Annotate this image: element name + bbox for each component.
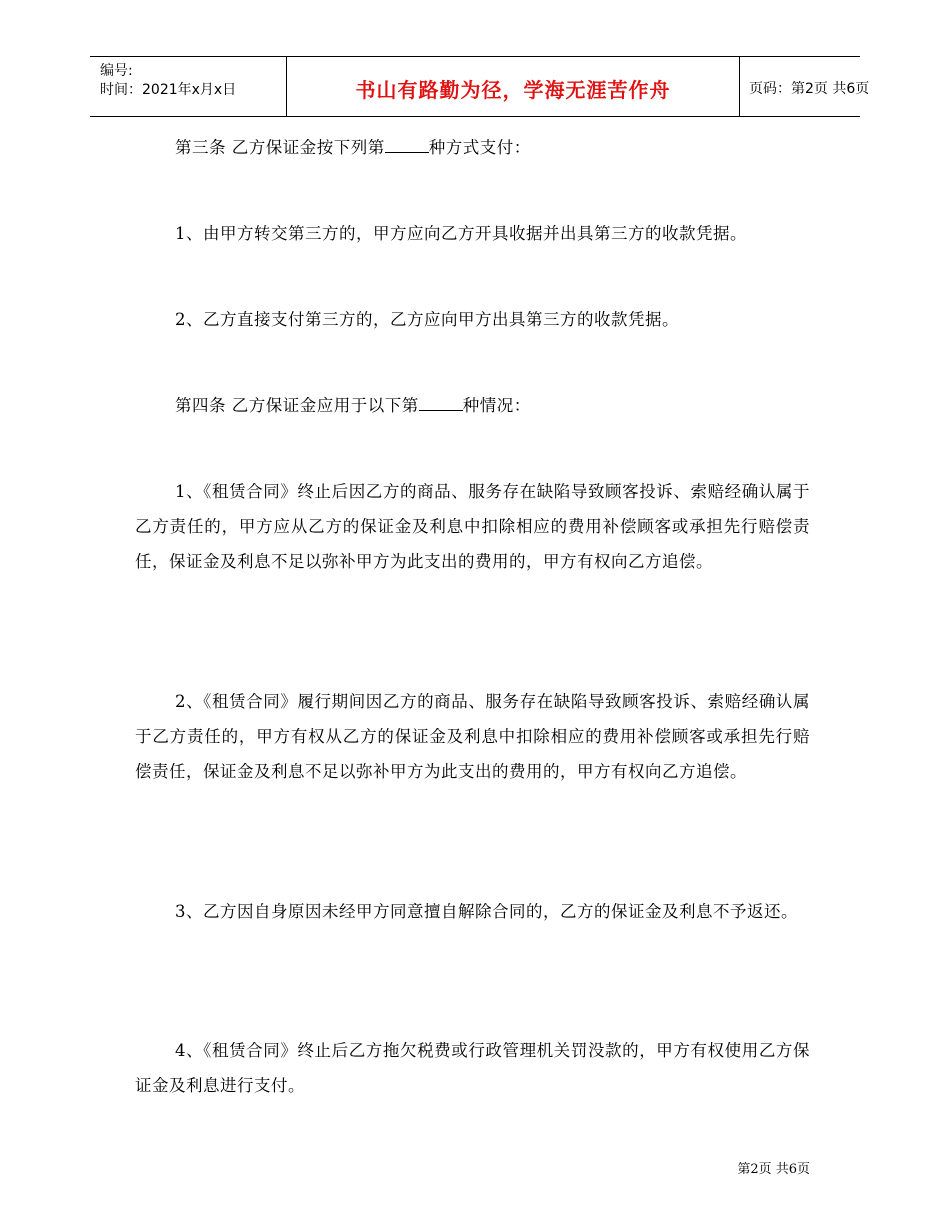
article-3-blank [385,134,429,153]
article-4-heading [135,388,810,423]
article-4-prefix: 第四条 乙方保证金应用于以下第 [175,396,419,415]
header-motto-cell [286,57,740,116]
article-4-item-4: 4、《租赁合同》终止后乙方拖欠税费或行政管理机关罚没款的，甲方有权使用乙方保证金及利息进行支付。 [135,1041,810,1095]
article-4-item-2: 2、《租赁合同》履行期间因乙方的商品、服务存在缺陷导致顾客投诉、索赔经确认属于乙方责任的，甲方有权从乙方的保证金及利息中扣除相应的费用补偿顾客或承担先行赔偿责任，保证金及利息不足以弥补甲方为此支出的费用的，甲方有权向乙方追偿。 [135,692,810,781]
page-header [90,56,870,117]
page-footer-number: 第2页 共6页 [737,1162,810,1177]
article-3-suffix: 种方式支付： [428,138,531,157]
article-4-blank [419,392,463,411]
header-page-cell [739,57,870,116]
article-4-item-1: 1、《租赁合同》终止后因乙方的商品、服务存在缺陷导致顾客投诉、索赔经确认属于乙方责任的，甲方应从乙方的保证金及利息中扣除相应的费用补偿顾客或承担先行赔偿责任，保证金及利息不足以弥补甲方为此支出的费用的，甲方有权向乙方追偿。 [135,482,810,571]
article-3-prefix: 第三条 乙方保证金按下列第 [175,138,385,157]
article-3-item-1: 1、由甲方转交第三方的，甲方应向乙方开具收据并出具第三方的收款凭据。 [175,224,747,243]
article-3-heading [135,130,810,165]
header-page-number: 页码：第2页 共6页 [749,81,870,97]
document-time-label: 时间：2021年x月x日 [100,82,237,98]
header-meta [90,57,285,116]
header-motto: 书山有路勤为径，学海无涯苦作舟 [355,78,671,102]
article-3-item-2: 2、乙方直接支付第三方的，乙方应向甲方出具第三方的收款凭据。 [175,310,679,329]
article-4-suffix: 种情况： [462,396,531,415]
document-number-label: 编号: [100,63,133,79]
article-4-item-3: 3、乙方因自身原因未经甲方同意擅自解除合同的，乙方的保证金及利息不予返还。 [175,902,798,921]
